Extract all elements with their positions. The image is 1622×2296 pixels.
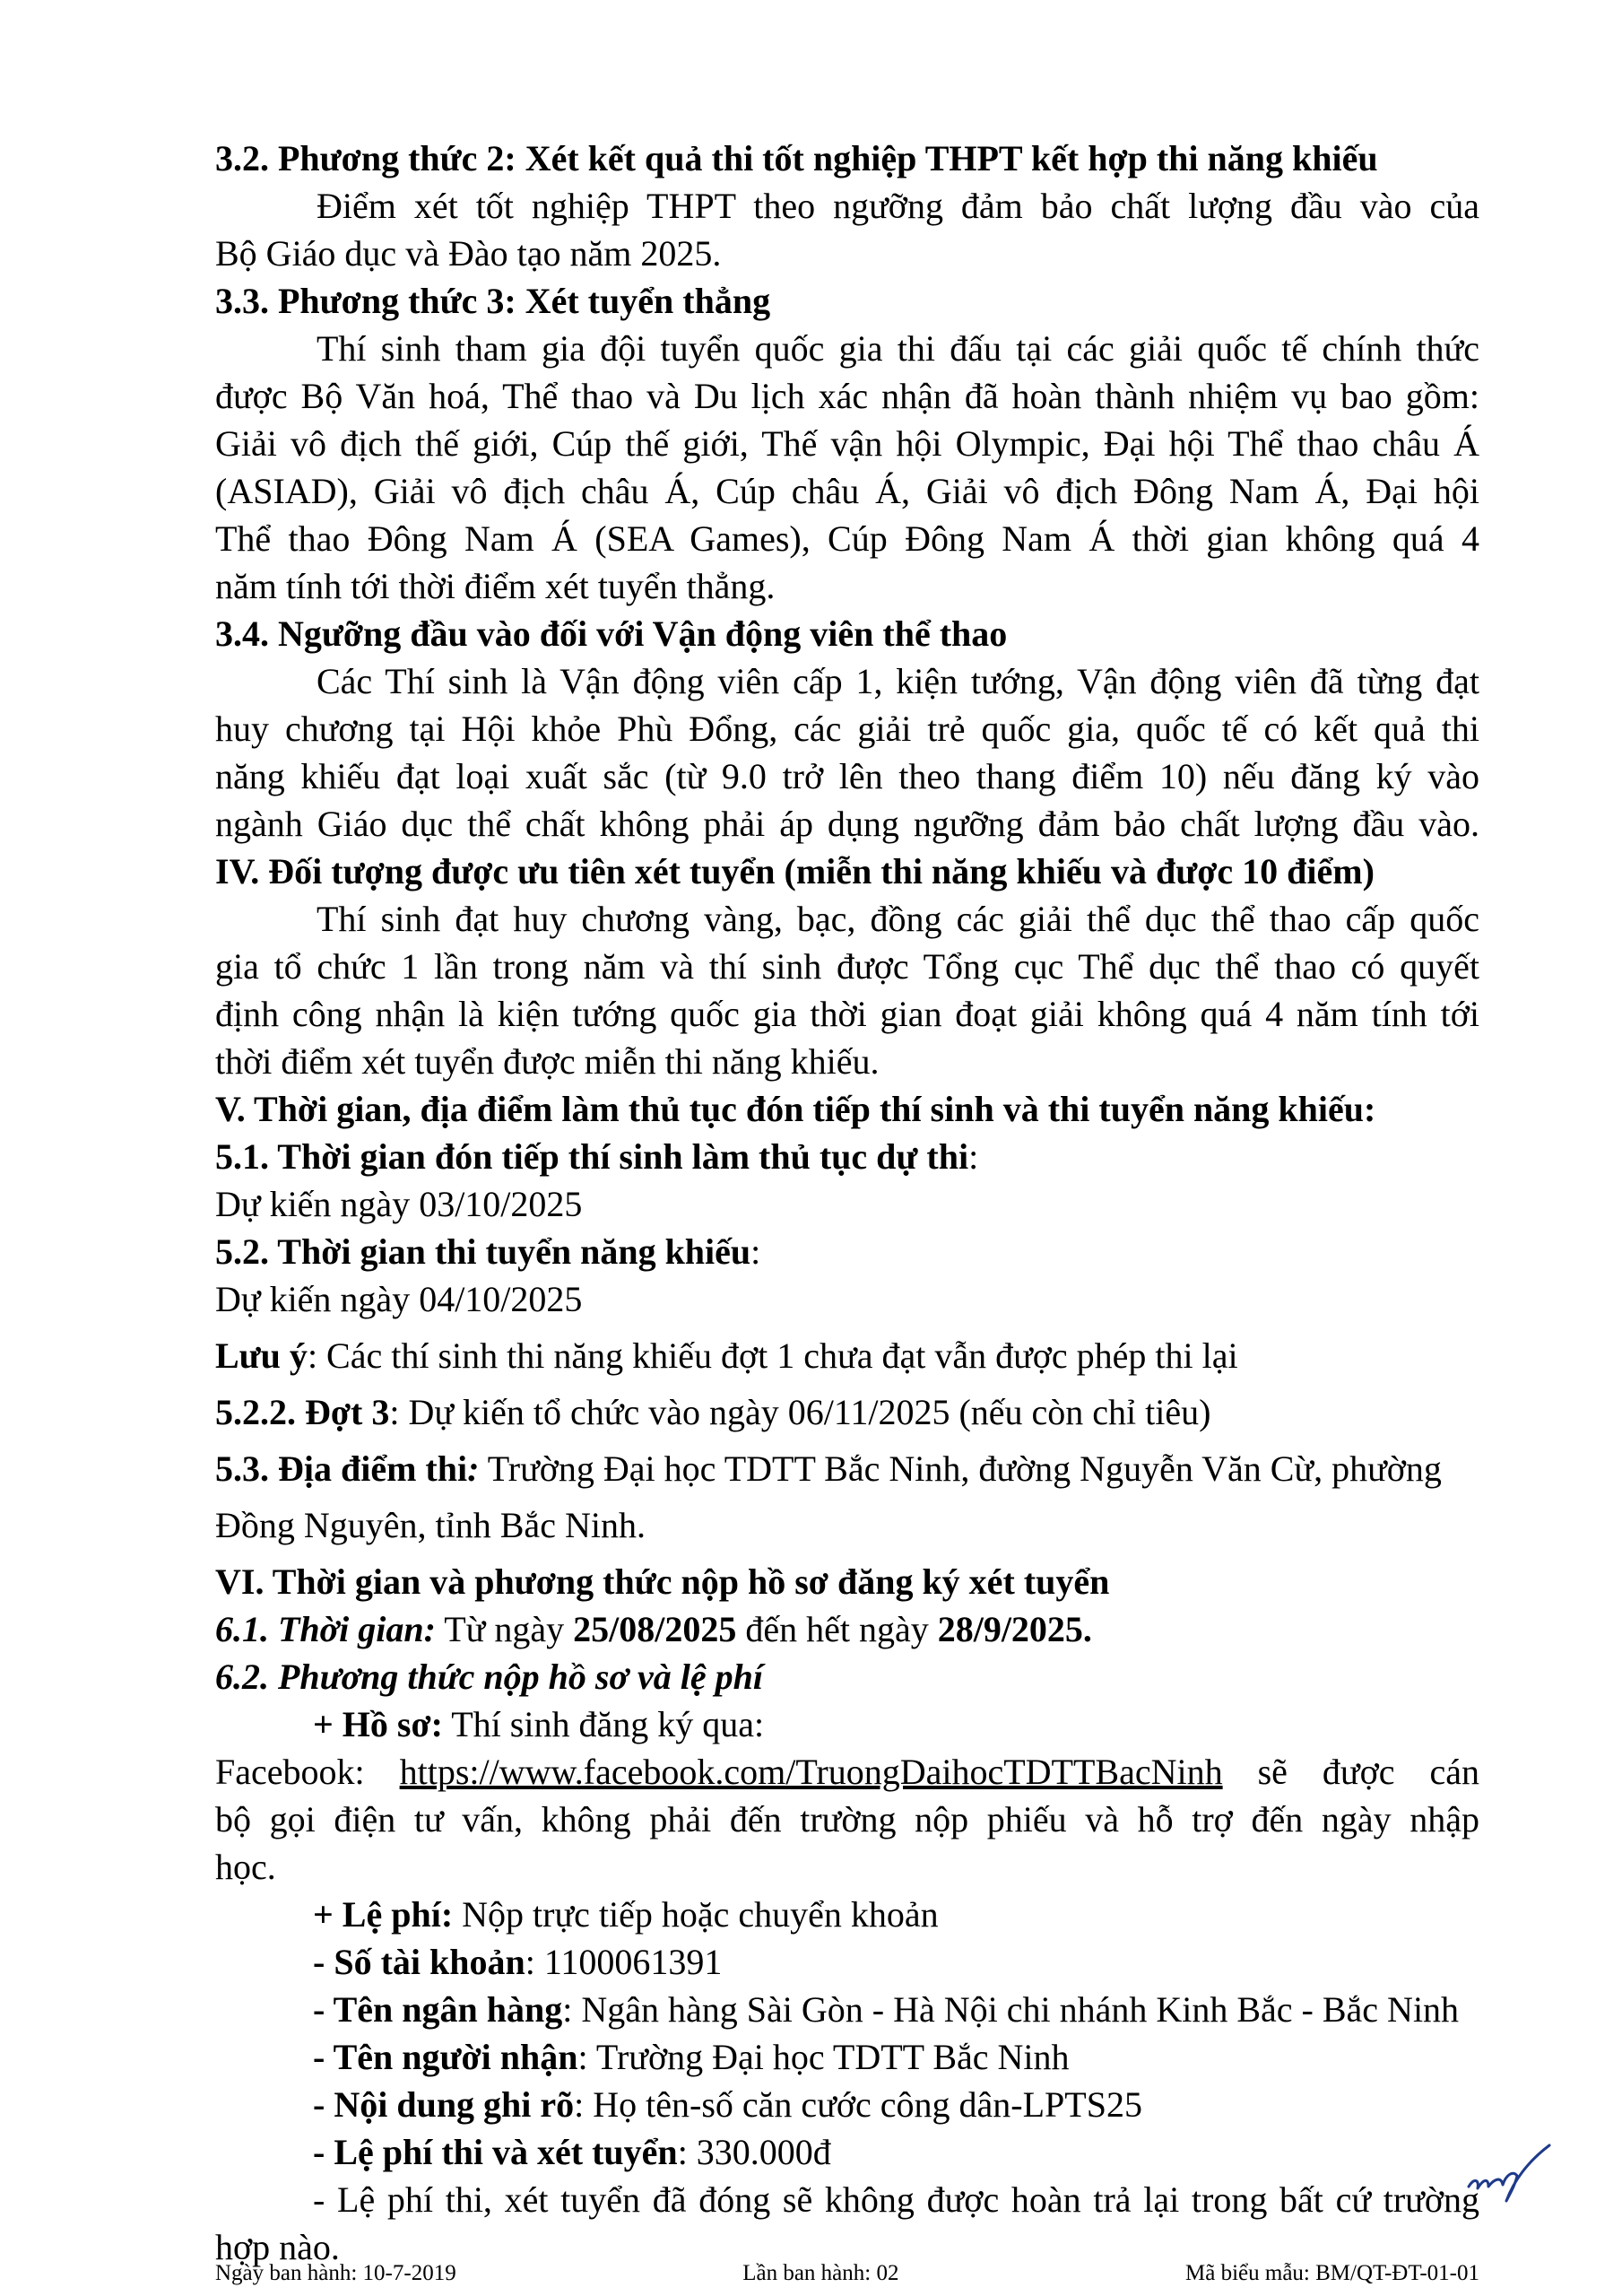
- exam-location-label: 5.3. Địa điểm thi: [215, 1448, 468, 1489]
- paragraph-line: Giải vô địch thế giới, Cúp thế giới, Thế vận hội Olympic, Đại hội Thể thao châu Á: [215, 423, 1479, 464]
- paragraph-line: huy chương tại Hội khỏe Phù Đổng, các giải trẻ quốc gia, quốc tế có kết quả thi: [215, 709, 1479, 749]
- transfer-content-label: - Nội dung ghi rõ: [313, 2084, 575, 2125]
- recipient-label: - Tên người nhận: [313, 2037, 578, 2077]
- account-number-value: : 1100061391: [525, 1942, 723, 1982]
- transfer-content-line: [215, 2081, 1479, 2128]
- section-5-2-heading: [215, 1228, 1479, 1275]
- paragraph-line: Thí sinh tham gia đội tuyển quốc gia thi đấu tại các giải quốc tế chính thức: [317, 328, 1479, 369]
- page-footer: [215, 2260, 1479, 2287]
- text: Từ ngày: [435, 1609, 574, 1649]
- paragraph-line: năm tính tới thời điểm xét tuyển thẳng.: [215, 566, 776, 606]
- application-label: + Hồ sơ:: [313, 1704, 443, 1744]
- facebook-link[interactable]: https://www.facebook.com/TruongDaihocTDTTBacNinh: [399, 1752, 1223, 1792]
- heading-text: 5.1. Thời gian đón tiếp thí sinh làm thủ tục dự thi: [215, 1136, 969, 1177]
- note-label: Lưu ý: [215, 1335, 308, 1376]
- recipient-line: [215, 2033, 1479, 2081]
- section-6-heading: VI. Thời gian và phương thức nộp hồ sơ đăng ký xét tuyển: [215, 1561, 1110, 1602]
- issue-date: Ngày ban hành: 10-7-2019: [215, 2261, 456, 2285]
- section-5-1-heading: [215, 1133, 1479, 1180]
- start-date: 25/08/2025: [573, 1609, 737, 1649]
- section-3-4-heading: 3.4. Ngưỡng đầu vào đối với Vận động viên thể thao: [215, 613, 1008, 654]
- paragraph-line: Điểm xét tốt nghiệp THPT theo ngưỡng đảm bảo chất lượng đầu vào của: [317, 186, 1479, 226]
- section-6-1-line: [215, 1605, 1479, 1653]
- note-line: [215, 1332, 1479, 1379]
- section-3-2-heading: 3.2. Phương thức 2: Xét kết quả thi tốt nghiệp THPT kết hợp thi năng khiếu: [215, 138, 1378, 178]
- round-3-line: [215, 1388, 1479, 1436]
- fee-text: Nộp trực tiếp hoặc chuyển khoản: [453, 1894, 939, 1935]
- facebook-line: [215, 1748, 1479, 1796]
- fee-label: + Lệ phí:: [313, 1894, 454, 1935]
- heading-text: 5.2. Thời gian thi tuyển năng khiếu: [215, 1231, 751, 1272]
- paragraph-line: năng khiếu đạt loại xuất sắc (từ 9.0 trở lên theo thang điểm 10) nếu đăng ký vào: [215, 756, 1479, 796]
- bank-name-value: : Ngân hàng Sài Gòn - Hà Nội chi nhánh Kinh Bắc - Bắc Ninh: [562, 1989, 1460, 2030]
- bank-name-label: - Tên ngân hàng: [313, 1989, 563, 2030]
- exam-fee-value: : 330.000đ: [677, 2132, 831, 2172]
- fee-line: [215, 1891, 1479, 1938]
- section-3-3-heading: 3.3. Phương thức 3: Xét tuyển thẳng: [215, 281, 771, 321]
- paragraph-line: Thể thao Đông Nam Á (SEA Games), Cúp Đông Nam Á thời gian không quá 4: [215, 518, 1479, 559]
- bank-name-line: [215, 1986, 1479, 2033]
- facebook-label: Facebook:: [215, 1752, 400, 1792]
- paragraph-line: học.: [215, 1847, 276, 1887]
- exam-fee-label: - Lệ phí thi và xét tuyển: [313, 2132, 678, 2172]
- expected-date-5-1: Dự kiến ngày 03/10/2025: [215, 1184, 583, 1224]
- colon: :: [750, 1231, 761, 1272]
- paragraph-line: gia tổ chức 1 lần trong năm và thí sinh được Tổng cục Thể dục thể thao có quyết: [215, 946, 1479, 987]
- paragraph-line: Các Thí sinh là Vận động viên cấp 1, kiện tướng, Vận động viên đã từng đạt: [317, 661, 1479, 701]
- section-6-1-label: 6.1. Thời gian:: [215, 1609, 436, 1649]
- issue-number: Lần ban hành: 02: [742, 2261, 899, 2285]
- round-3-text: : Dự kiến tổ chức vào ngày 06/11/2025 (nếu còn chỉ tiêu): [389, 1392, 1211, 1432]
- paragraph-line: hợp nào.: [215, 2227, 340, 2267]
- paragraph-line: bộ gọi điện tư vấn, không phải đến trường nộp phiếu và hỗ trợ đến ngày nhập: [215, 1799, 1479, 1839]
- note-text: : Các thí sinh thi năng khiếu đợt 1 chưa đạt vẫn được phép thi lại: [307, 1335, 1238, 1376]
- exam-location-line: [215, 1445, 1479, 1492]
- round-3-label: 5.2.2. Đợt 3: [215, 1392, 390, 1432]
- exam-fee-line: [215, 2128, 1479, 2176]
- end-date: 28/9/2025.: [937, 1609, 1092, 1649]
- section-5-heading: V. Thời gian, địa điểm làm thủ tục đón tiếp thí sinh và thi tuyển năng khiếu:: [215, 1089, 1376, 1129]
- document-body: [215, 135, 1479, 2271]
- signature-icon: [1462, 2135, 1560, 2206]
- facebook-text: sẽ được cán: [1222, 1752, 1479, 1792]
- account-number-line: [215, 1938, 1479, 1986]
- paragraph-line: Bộ Giáo dục và Đào tạo năm 2025.: [215, 233, 722, 274]
- paragraph-line: (ASIAD), Giải vô địch châu Á, Cúp châu Á, Giải vô địch Đông Nam Á, Đại hội: [215, 471, 1479, 511]
- account-number-label: - Số tài khoản: [313, 1942, 525, 1982]
- application-line: [215, 1700, 1479, 1748]
- paragraph-line: thời điểm xét tuyển được miễn thi năng khiếu.: [215, 1041, 880, 1082]
- text: đến hết ngày: [736, 1609, 938, 1649]
- form-code: Mã biểu mẫu: BM/QT-ĐT-01-01: [1185, 2261, 1479, 2285]
- exam-location-line-2: Đồng Nguyên, tỉnh Bắc Ninh.: [215, 1505, 646, 1545]
- paragraph-line: Thí sinh đạt huy chương vàng, bạc, đồng các giải thể dục thể thao cấp quốc: [317, 899, 1479, 939]
- paragraph-line: được Bộ Văn hoá, Thể thao và Du lịch xác nhận đã hoàn thành nhiệm vụ bao gồm:: [215, 376, 1479, 416]
- application-text: Thí sinh đăng ký qua:: [442, 1704, 765, 1744]
- paragraph-line: định công nhận là kiện tướng quốc gia thời gian đoạt giải không quá 4 năm tính tới: [215, 994, 1479, 1034]
- exam-location-text: Trường Đại học TDTT Bắc Ninh, đường Nguyễn Văn Cừ, phường: [479, 1448, 1442, 1489]
- transfer-content-value: : Họ tên-số căn cước công dân-LPTS25: [574, 2084, 1142, 2125]
- paragraph-line: - Lệ phí thi, xét tuyển đã đóng sẽ không được hoàn trả lại trong bất cứ trường: [313, 2179, 1479, 2220]
- colon: :: [968, 1136, 979, 1177]
- expected-date-5-2: Dự kiến ngày 04/10/2025: [215, 1279, 583, 1319]
- section-6-2-heading: 6.2. Phương thức nộp hồ sơ và lệ phí: [215, 1657, 763, 1697]
- paragraph-line: ngành Giáo dục thể chất không phải áp dụng ngưỡng đảm bảo chất lượng đầu vào.: [215, 804, 1479, 844]
- colon: :: [467, 1448, 480, 1489]
- section-4-heading: IV. Đối tượng được ưu tiên xét tuyển (miễn thi năng khiếu và được 10 điểm): [215, 851, 1375, 891]
- recipient-value: : Trường Đại học TDTT Bắc Ninh: [577, 2037, 1070, 2077]
